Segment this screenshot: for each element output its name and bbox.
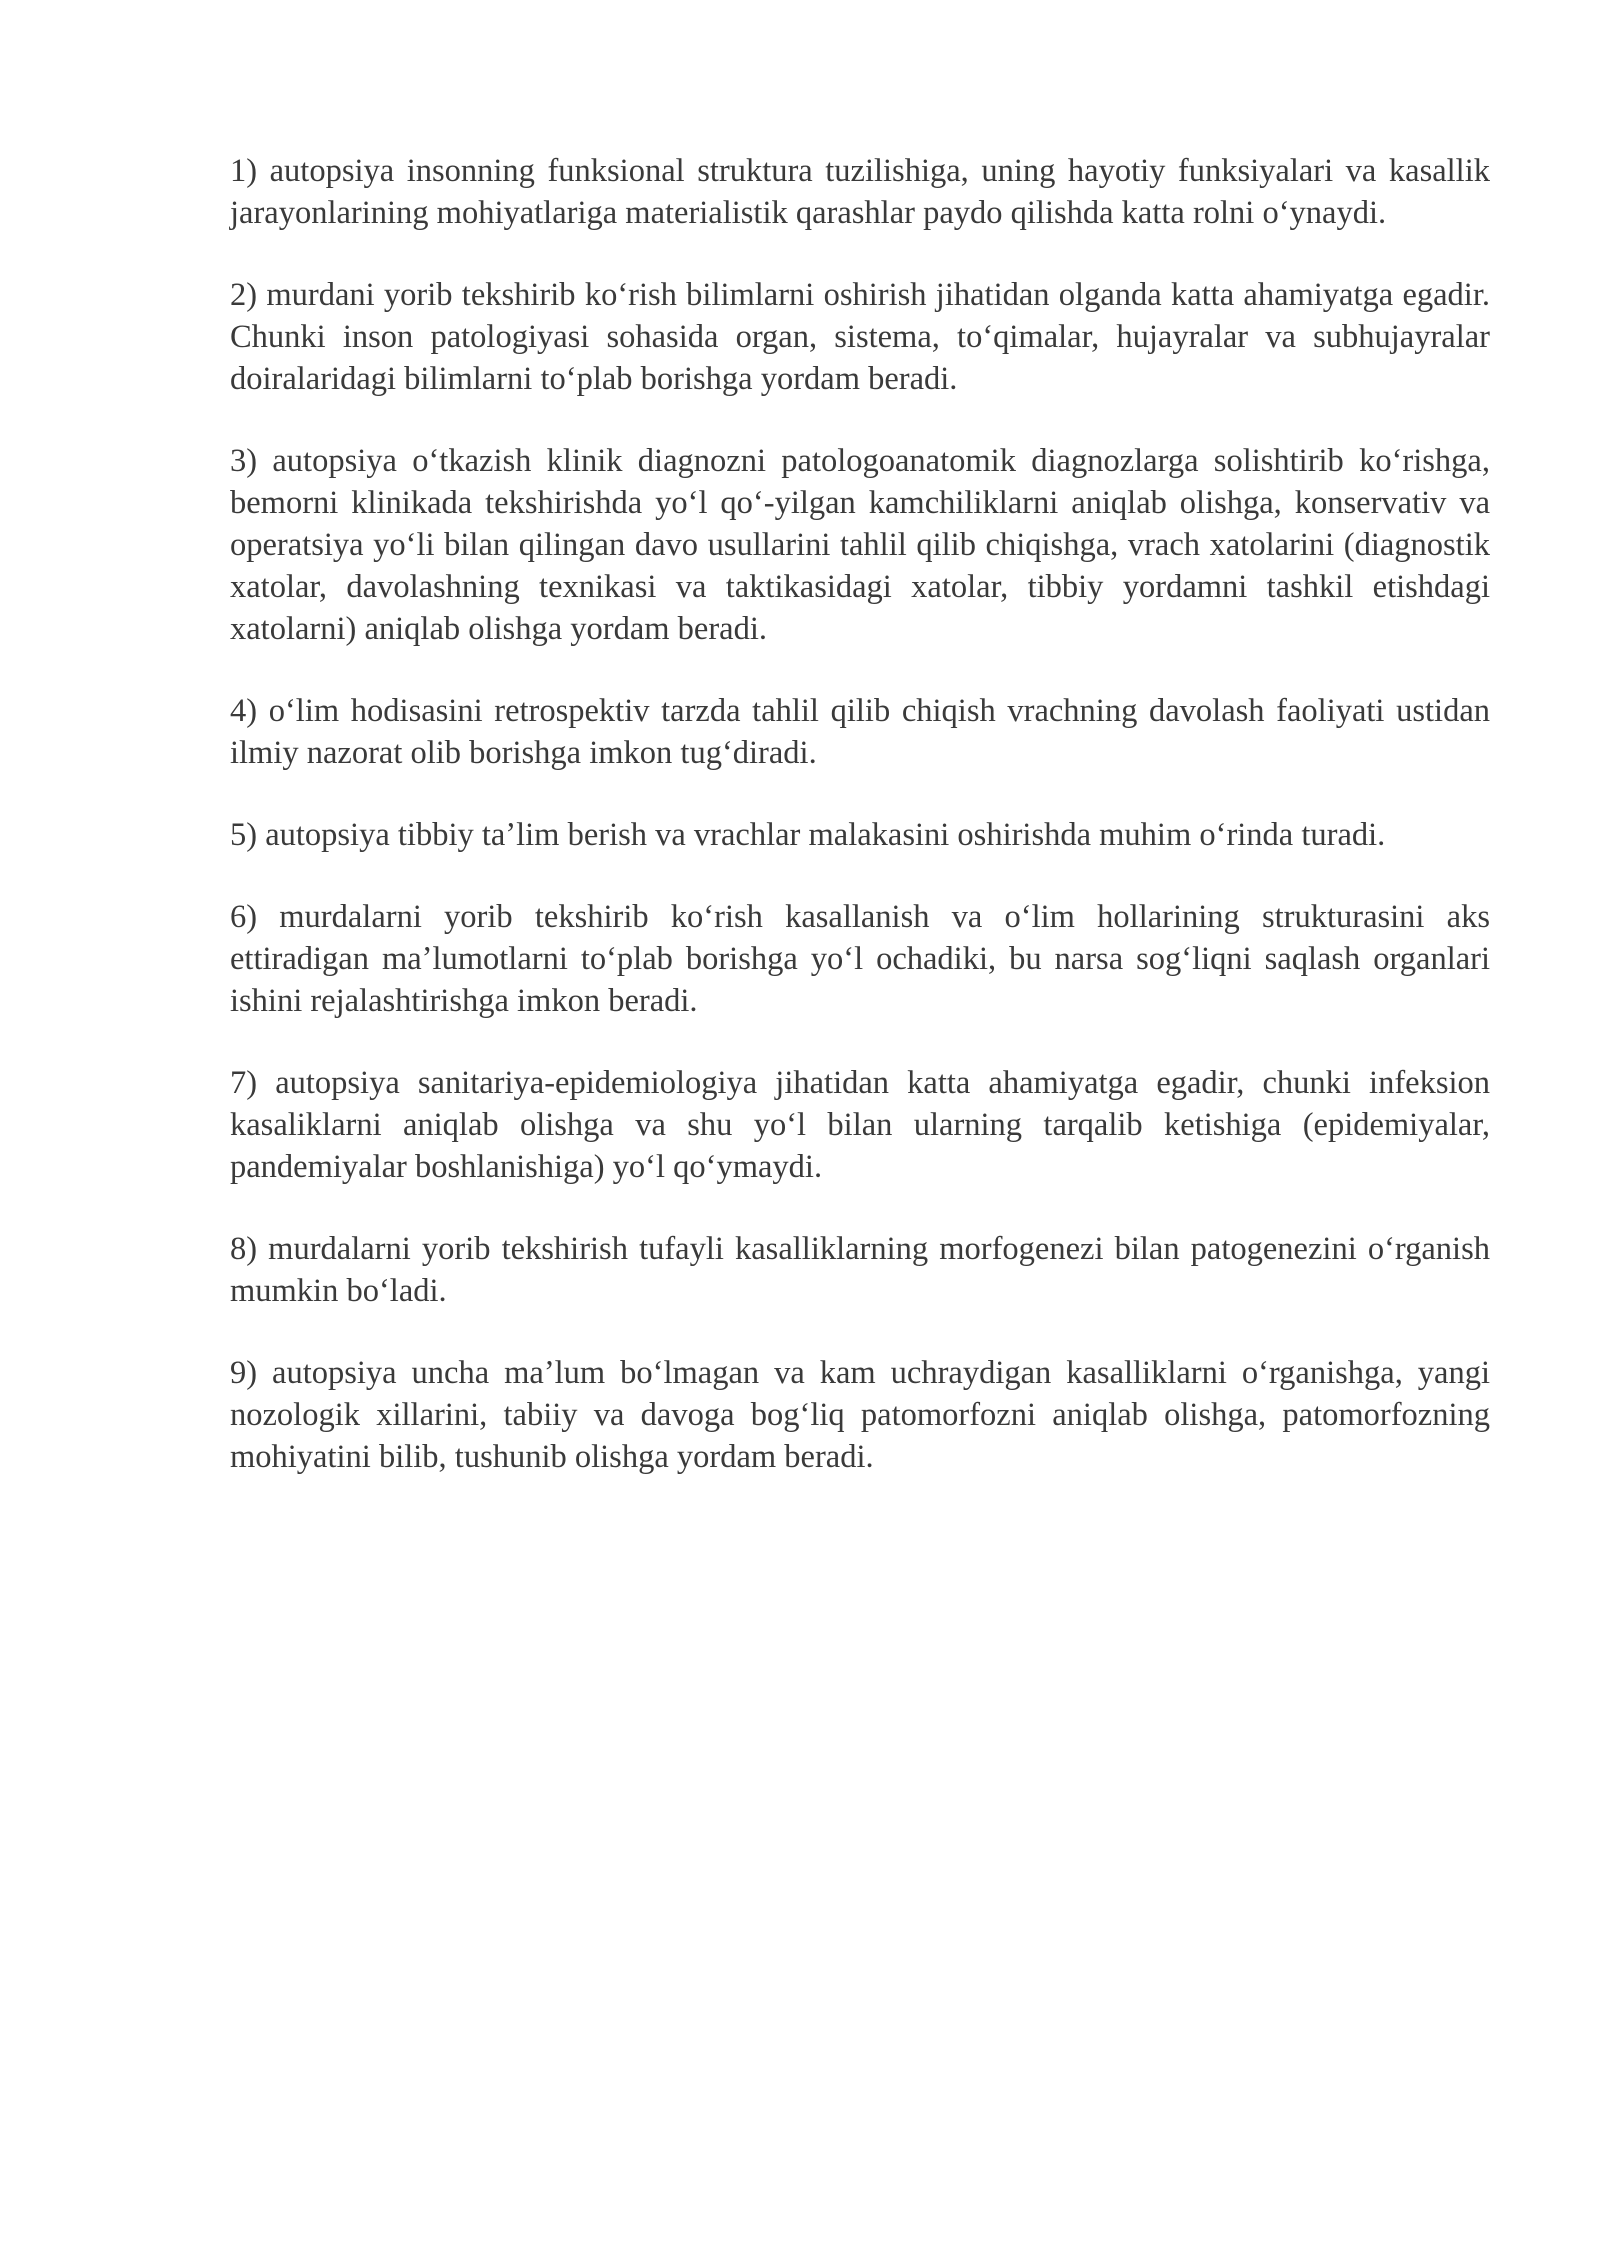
paragraph-8: 8) murdalarni yorib tekshirish tufayli kasalliklarning morfogenezi bilan patogenezini oʻrganish mumkin boʻladi.: [230, 1231, 1490, 1309]
paragraph-1: 1) autopsiya insonning funksional struktura tuzilishiga, uning hayotiy funksiyalari va kasallik jarayonlarining mohiyatlariga materialistik qarashlar paydo qilishda katta rolni oʻynaydi.: [230, 153, 1490, 231]
paragraph-3: 3) autopsiya oʻtkazish klinik diagnozni patologoanatomik diagnozlarga solishtirib koʻrishga, bemorni klinikada tekshirishda yoʻl qoʻ-yilgan kamchiliklarni aniqlab olishga, konservativ va operatsiya yoʻli bilan qilingan davo usullarini tahlil qilib chiqishga, vrach xatolarini (diagnostik xatolar, davolashning texnikasi va taktikasidagi xatolar, tibbiy yordamni tashkil etishdagi xatolarni) aniqlab olishga yordam beradi.: [230, 443, 1490, 647]
paragraph-4: 4) oʻlim hodisasini retrospektiv tarzda tahlil qilib chiqish vrachning davolash faoliyati ustidan ilmiy nazorat olib borishga imkon tugʻdiradi.: [230, 693, 1490, 771]
paragraph-7: 7) autopsiya sanitariya-epidemiologiya jihatidan katta ahamiyatga egadir, chunki infeksion kasaliklarni aniqlab olishga va shu yoʻl bilan ularning tarqalib ketishiga (epidemiyalar, pandemiyalar boshlanishiga) yoʻl qoʻymaydi.: [230, 1065, 1490, 1185]
paragraph-2: 2) murdani yorib tekshirib koʻrish bilimlarni oshirish jihatidan olganda katta ahamiyatga egadir. Chunki inson patologiyasi sohasida organ, sistema, toʻqimalar, hujayralar va subhujayralar doiralaridagi bilimlarni toʻplab borishga yordam beradi.: [230, 277, 1490, 397]
paragraph-9: 9) autopsiya uncha maʼlum boʻlmagan va kam uchraydigan kasalliklarni oʻrganishga, yangi nozologik xillarini, tabiiy va davoga bogʻliq patomorfozni aniqlab olishga, patomorfozning mohiyatini bilib, tushunib olishga yordam beradi.: [230, 1355, 1490, 1475]
document-page: [230, 150, 1490, 1518]
paragraph-5: 5) autopsiya tibbiy taʼlim berish va vrachlar malakasini oshirishda muhim oʻrinda turadi.: [230, 817, 1386, 853]
paragraph-6: 6) murdalarni yorib tekshirib koʻrish kasallanish va oʻlim hollarining strukturasini aks ettiradigan maʼlumotlarni toʻplab borishga yoʻl ochadiki, bu narsa sogʻliqni saqlash organlari ishini rejalashtirishga imkon beradi.: [230, 899, 1490, 1019]
